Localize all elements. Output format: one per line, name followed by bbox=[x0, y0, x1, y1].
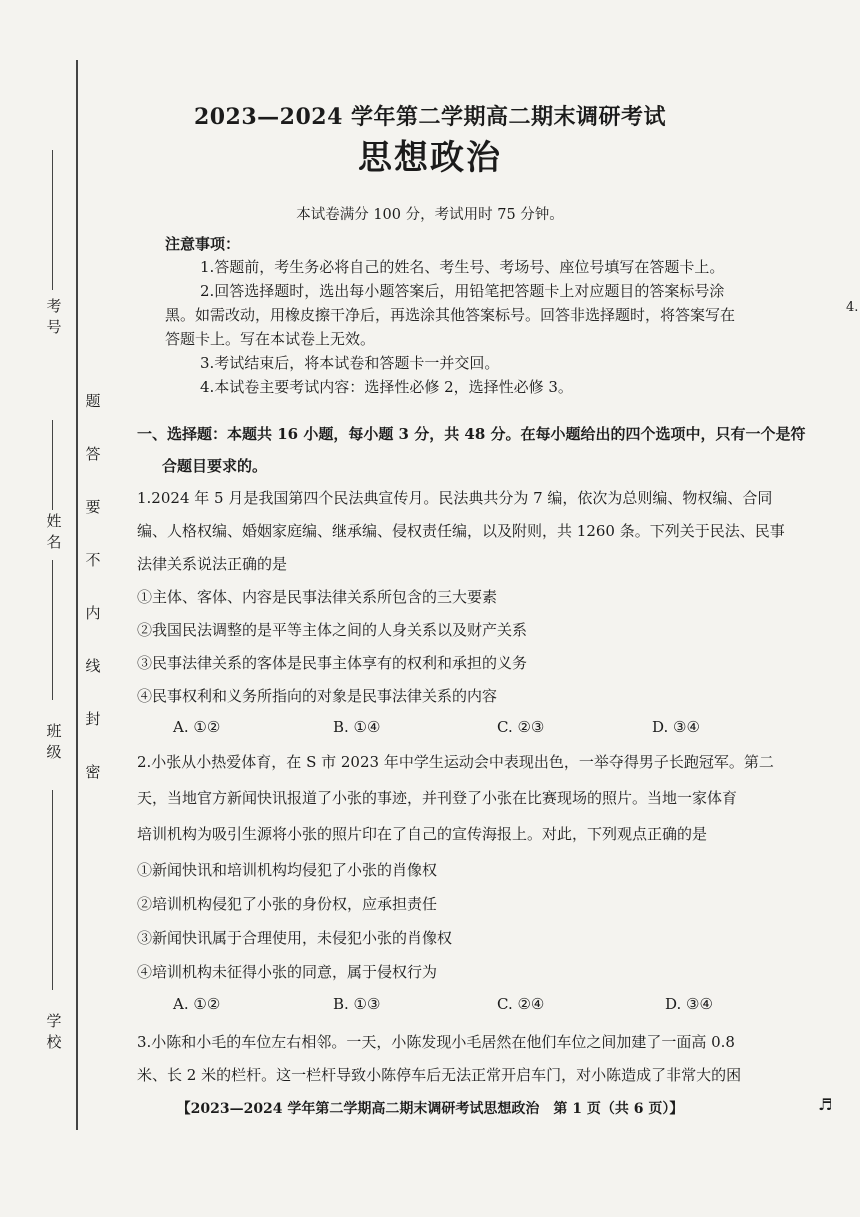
question-1-option-c[interactable]: C. ②③ bbox=[497, 718, 545, 736]
seal-char: 不 bbox=[85, 551, 101, 569]
school-label: 学校 bbox=[46, 1012, 62, 1051]
seal-char: 线 bbox=[85, 657, 101, 675]
question-2-item: ④培训机构未征得小张的同意，属于侵权行为 bbox=[137, 963, 438, 981]
question-2-text: 培训机构为吸引生源将小张的照片印在了自己的宣传海报上。对此，下列观点正确的是 bbox=[137, 825, 708, 843]
edge-number: 4. bbox=[846, 300, 859, 315]
question-2-option-a[interactable]: A. ①② bbox=[173, 995, 221, 1013]
name-label: 姓名 bbox=[46, 512, 62, 551]
seal-char: 封 bbox=[85, 710, 101, 728]
score-info: 本试卷满分 100 分，考试用时 75 分钟。 bbox=[296, 207, 564, 223]
question-1-item: ①主体、客体、内容是民事法律关系所包含的三大要素 bbox=[137, 588, 498, 606]
question-2-item: ①新闻快讯和培训机构均侵犯了小张的肖像权 bbox=[137, 861, 438, 879]
seal-char: 要 bbox=[85, 498, 101, 516]
question-2-option-d[interactable]: D. ③④ bbox=[665, 995, 713, 1013]
notice-line: 黑。如需改动，用橡皮擦干净后，再选涂其他答案标号。回答非选择题时，将答案写在 bbox=[165, 306, 736, 324]
subject-title: 思想政治 bbox=[358, 138, 502, 178]
seal-char: 题 bbox=[85, 392, 101, 410]
question-2-item: ③新闻快讯属于合理使用，未侵犯小张的肖像权 bbox=[137, 929, 453, 947]
question-1-text: 编、人格权编、婚姻家庭编、继承编、侵权责任编，以及附则，共 1260 条。下列关于民法、民事 bbox=[137, 522, 785, 540]
section-heading: 合题目要求的。 bbox=[162, 457, 268, 475]
notice-line: 1.答题前，考生务必将自己的姓名、考生号、考场号、座位号填写在答题卡上。 bbox=[200, 258, 725, 276]
notice-line: 3.考试结束后，将本试卷和答题卡一并交回。 bbox=[200, 354, 500, 372]
question-2-text: 天，当地官方新闻快讯报道了小张的事迹，并刊登了小张在比赛现场的照片。当地一家体育 bbox=[137, 789, 738, 807]
class-label: 班级 bbox=[46, 722, 62, 761]
music-note-icon: ♬ bbox=[818, 1095, 833, 1114]
question-1-item: ③民事法律关系的客体是民事主体享有的权利和承担的义务 bbox=[137, 654, 528, 672]
notice-line: 2.回答选择题时，选出每小题答案后，用铅笔把答题卡上对应题目的答案标号涂 bbox=[200, 282, 725, 300]
question-1-option-d[interactable]: D. ③④ bbox=[652, 718, 700, 736]
seal-char: 密 bbox=[85, 763, 101, 781]
school-blank bbox=[52, 790, 53, 990]
page-footer: 【2023—2024 学年第二学期高二期末调研考试思想政治 第 1 页（共 6 页）】 bbox=[176, 1101, 684, 1117]
notice-heading: 注意事项： bbox=[165, 235, 241, 253]
question-2-text: 2.小张从小热爱体育，在 S 市 2023 年中学生运动会中表现出色，一举夺得男子长跑冠军。第二 bbox=[137, 753, 774, 771]
question-2-option-c[interactable]: C. ②④ bbox=[497, 995, 545, 1013]
question-1-item: ④民事权利和义务所指向的对象是民事法律关系的内容 bbox=[137, 687, 498, 705]
notice-line: 答题卡上。写在本试卷上无效。 bbox=[165, 330, 376, 348]
question-1-option-a[interactable]: A. ①② bbox=[173, 718, 221, 736]
seal-char: 内 bbox=[85, 604, 101, 622]
class-blank bbox=[52, 560, 53, 700]
question-1-item: ②我国民法调整的是平等主体之间的人身关系以及财产关系 bbox=[137, 621, 528, 639]
question-1-option-b[interactable]: B. ①④ bbox=[333, 718, 381, 736]
question-2-item: ②培训机构侵犯了小张的身份权，应承担责任 bbox=[137, 895, 438, 913]
exam-title: 2023—2024 学年第二学期高二期末调研考试 bbox=[193, 104, 667, 130]
question-3-text: 3.小陈和小毛的车位左右相邻。一天，小陈发现小毛居然在他们车位之间加建了一面高 0.8 bbox=[137, 1033, 735, 1051]
question-1-text: 1.2024 年 5 月是我国第四个民法典宣传月。民法典共分为 7 编，依次为总则编、物权编、合同 bbox=[137, 489, 773, 507]
exam-no-label: 考号 bbox=[46, 297, 62, 336]
seal-char: 答 bbox=[85, 445, 101, 463]
name-blank bbox=[52, 420, 53, 510]
notice-line: 4.本试卷主要考试内容：选择性必修 2，选择性必修 3。 bbox=[200, 378, 573, 396]
question-2-option-b[interactable]: B. ①③ bbox=[333, 995, 381, 1013]
question-3-text: 米、长 2 米的栏杆。这一栏杆导致小陈停车后无法正常开启车门，对小陈造成了非常大的困 bbox=[137, 1066, 742, 1084]
section-heading: 一、选择题：本题共 16 小题，每小题 3 分，共 48 分。在每小题给出的四个选项中，只有一个是符 bbox=[137, 425, 806, 443]
question-1-text: 法律关系说法正确的是 bbox=[137, 555, 288, 573]
